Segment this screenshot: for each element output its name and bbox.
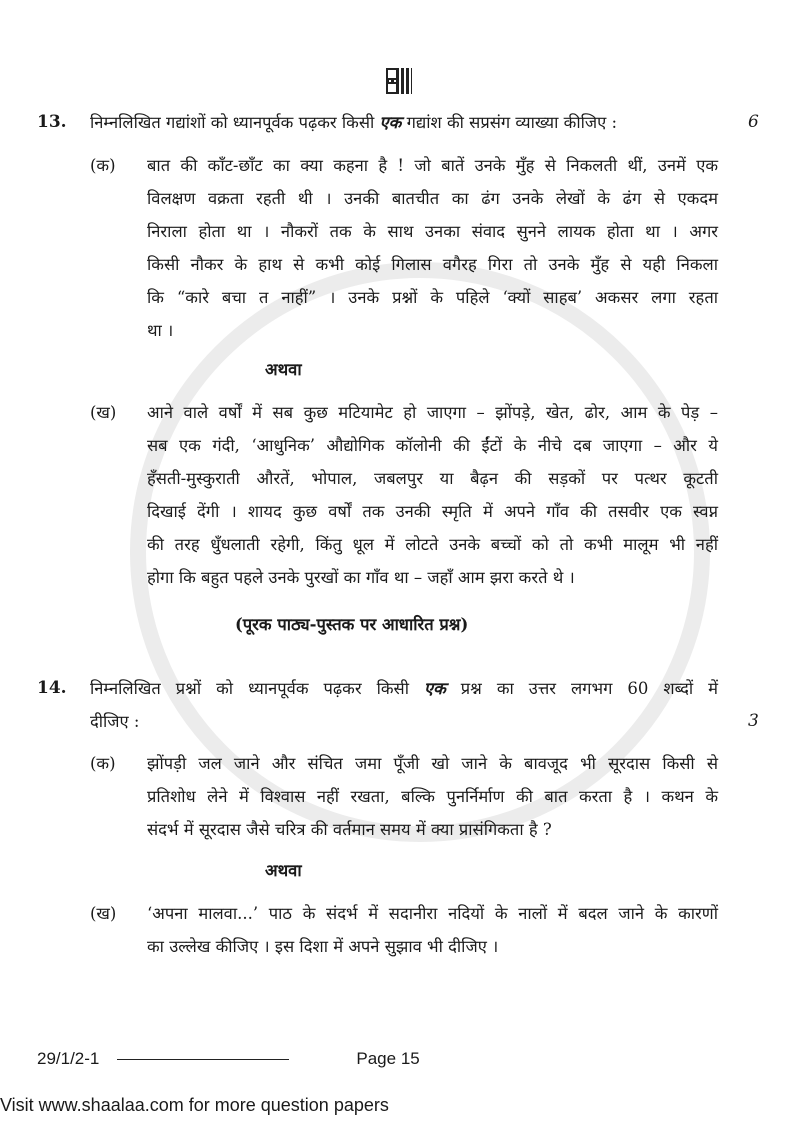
question-13-marks: 6 [748,112,759,132]
q13-option-b-label: (ख) [90,403,117,422]
question-14-prompt [90,672,718,738]
prompt-text: दीजिए : [90,712,140,731]
q13-option-a [0,149,800,347]
passage-line: बात की काँट-छाँट का क्या कहना है ! जो बातें उनके मुँह से निकलती थीं, उनमें एक [147,156,718,175]
prompt-emphasis: एक [423,679,446,698]
passage-line: की तरह धुँधलाती रहेगी, किंतु धूल में लोटते उनके बच्चों को तो कभी मालूम भी नहीं [147,535,718,554]
q13-option-a-label: (क) [90,156,116,175]
passage-line: निराला होता था । नौकरों तक के साथ उनका संवाद सुनने लायक होता था । अगर [147,222,718,241]
q14-option-a-question [147,747,718,846]
question-14 [0,672,800,738]
or-label: अथवा [265,861,302,880]
q13-option-b-passage [147,396,718,594]
q13-option-b [0,396,800,594]
prompt-text: प्रश्न का उत्तर लगभग 60 शब्दों में [445,679,718,698]
passage-line: आने वाले वर्षों में सब कुछ मटियामेट हो जाएगा – झोंपड़े, खेत, ढोर, आम के पेड़ – [147,403,718,422]
passage-line: किसी नौकर के हाथ से कभी कोई गिलास वगैरह गिरा तो उनके मुँह से यही निकला [147,255,718,274]
question-14-marks: 3 [748,711,759,731]
passage-line: दिखाई देंगी । शायद कुछ वर्षों तक उनकी स्मृति में अपने गाँव की तसवीर एक स्वप्न [147,502,718,521]
or-label: अथवा [265,360,302,379]
passage-line: विलक्षण वक्रता रहती थी । उनकी बातचीत का ढंग उनके लेखों के ढंग से एकदम [147,189,718,208]
question-14-number: 14. [37,678,67,698]
footer-row [0,1049,800,1069]
footer-rule [117,1059,289,1060]
passage-line: था । [147,321,174,340]
passage-line: कि “कारे बचा त नाहीं” । उनके प्रश्नों के पहिले ‘क्यों साहब’ अकसर लगा रहता [147,288,718,307]
prompt-emphasis: एक [379,113,402,132]
passage-line: सब एक गंदी, ‘आधुनिक’ औद्योगिक कॉलोनी की ईंटों के नीचे दब जाएगा – और ये [147,436,718,455]
q14-option-b-question [147,897,718,963]
passage-line: होगा कि बहुत पहले उनके पुरखों का गाँव था – जहाँ आम झरा करते थे । [147,568,575,587]
paper-code: 29/1/2-1 [37,1049,100,1068]
section-heading: (पूरक पाठ्य-पुस्तक पर आधारित प्रश्न) [235,615,469,634]
prompt-text: गद्यांश की सप्रसंग व्याख्या कीजिए : [401,113,618,132]
q14-option-b [0,897,800,963]
prompt-text: निम्नलिखित प्रश्नों को ध्यानपूर्वक पढ़कर किसी [90,679,424,698]
passage-line: ‘अपना मालवा...’ पाठ के संदर्भ में सदानीरा नदियों के नालों में बदल जाने के कारणों [147,904,718,923]
question-13-number: 13. [37,112,67,132]
prompt-text: निम्नलिखित गद्यांशों को ध्यानपूर्वक पढ़कर किसी [90,113,380,132]
passage-line: हँसती-मुस्कुराती औरतें, भोपाल, जबलपुर या बैढ़न की सड़कों पर पत्थर कूटती [147,469,718,488]
passage-line: संदर्भ में सूरदास जैसे चरित्र की वर्तमान समय में क्या प्रासंगिकता है ? [147,820,552,839]
q14-option-a [0,747,800,846]
passage-line: झोंपड़ी जल जाने और संचित जमा पूँजी खो जाने के बावजूद भी सूरदास किसी से [147,754,718,773]
q14-option-b-label: (ख) [90,904,117,923]
question-13-prompt [90,106,718,139]
passage-line: का उल्लेख कीजिए । इस दिशा में अपने सुझाव भी दीजिए । [147,937,499,956]
question-13 [0,106,800,139]
visit-link[interactable]: Visit www.shaalaa.com for more question papers [0,1095,389,1115]
q13-option-a-passage [147,149,718,347]
passage-line: प्रतिशोध लेने में विश्वास नहीं रखता, बल्कि पुनर्निर्माण की बात करता है । कथन के [147,787,718,806]
q14-option-a-label: (क) [90,754,116,773]
page-number: Page 15 [356,1049,420,1068]
